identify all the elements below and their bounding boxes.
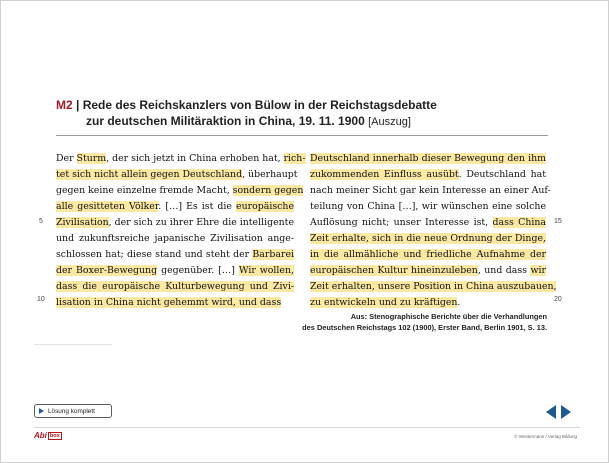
text-line bbox=[310, 279, 557, 295]
text-column-right bbox=[310, 151, 557, 311]
highlighted-text: zukommenden Einfluss ausübt bbox=[310, 169, 459, 180]
text-line bbox=[56, 231, 294, 247]
text-segment: schlossen hat; diese stand und steht der bbox=[56, 249, 253, 260]
text-line bbox=[56, 295, 294, 311]
highlighted-text: tet sich nicht allein gegen Deutschland bbox=[56, 169, 243, 180]
highlighted-text: sondern gegen bbox=[232, 185, 304, 196]
text-line bbox=[56, 215, 294, 231]
copyright-notice: © Westermann / Verlag Bildung bbox=[514, 434, 577, 439]
text-line bbox=[310, 167, 546, 183]
highlighted-text: der Boxer-Bewegung bbox=[56, 265, 158, 276]
line-number-20: 20 bbox=[554, 296, 562, 303]
text-segment: , der sich zu ihrer Ehre die intelligente bbox=[108, 217, 294, 228]
highlighted-text: Sturm bbox=[76, 153, 107, 164]
title-text-1: Rede des Reichskanzlers von Bülow in der Reichstagsdebatte bbox=[82, 98, 437, 112]
text-segment: , der sich jetzt in China erhoben hat, bbox=[106, 153, 284, 164]
text-segment: . […] Es ist die bbox=[158, 201, 237, 212]
highlighted-text: lisation in China nicht gehemmt wird, und dass bbox=[56, 297, 282, 308]
text-line bbox=[56, 167, 298, 183]
highlighted-text: Barbarei bbox=[252, 249, 294, 260]
highlighted-text: zu entwickeln und zu kräftigen bbox=[310, 297, 458, 308]
text-segment: gegenüber. […] bbox=[157, 265, 239, 276]
arrow-left-icon[interactable] bbox=[546, 405, 556, 419]
title-rule bbox=[56, 135, 548, 136]
text-segment: . bbox=[457, 297, 461, 308]
source-line-2: des Deutschen Reichstags 102 (1900), Erster Band, Berlin 1901, S. 13. bbox=[302, 323, 547, 332]
text-line bbox=[56, 151, 306, 167]
title-separator: | bbox=[72, 98, 83, 112]
highlighted-text: dass die europäische Kulturbewegung und Zivi- bbox=[56, 281, 294, 292]
text-segment: , und dass bbox=[477, 265, 531, 276]
solution-button-label: Lösung komplett bbox=[48, 407, 95, 415]
material-number: M2 bbox=[56, 98, 73, 112]
text-segment: nach meiner Sicht gar kein Interesse an einer Auf- bbox=[310, 185, 551, 196]
text-segment: teilung von China […], wir wünschen eine solche bbox=[310, 201, 546, 212]
text-line bbox=[310, 215, 546, 231]
highlighted-text: Zeit erhalten, unsere Position in China auszubauen, bbox=[310, 281, 557, 292]
source-line-1: Aus: Stenographische Berichte über die Verhandlungen bbox=[350, 312, 547, 321]
title-line-1 bbox=[56, 97, 546, 113]
highlighted-text: wir bbox=[530, 265, 546, 276]
logo-text: Abi bbox=[34, 431, 47, 440]
text-segment: , überhaupt bbox=[242, 169, 298, 180]
line-number-5: 5 bbox=[39, 218, 43, 225]
solution-complete-button[interactable] bbox=[34, 404, 112, 418]
title-excerpt-note: [Auszug] bbox=[368, 116, 411, 128]
text-line bbox=[56, 199, 294, 215]
text-segment: Der bbox=[56, 153, 77, 164]
text-line bbox=[310, 199, 546, 215]
text-line bbox=[56, 183, 304, 199]
logo-box: box bbox=[49, 433, 60, 439]
text-line bbox=[310, 247, 546, 263]
text-line bbox=[56, 247, 294, 263]
highlighted-text: Zivilisation bbox=[56, 217, 109, 228]
text-line bbox=[310, 151, 546, 167]
footer-rule bbox=[34, 427, 580, 428]
page-navigation bbox=[546, 405, 571, 419]
abibox-logo bbox=[34, 431, 62, 440]
highlighted-text: dass China bbox=[492, 217, 546, 228]
text-segment: und zukunftsreiche japanische Zivilisation ange- bbox=[56, 233, 294, 244]
highlighted-text: europäischen Kultur hineinzuleben bbox=[310, 265, 478, 276]
divider-short bbox=[34, 344, 112, 345]
title-text-2: zur deutschen Militäraktion in China, 19. 11. 1900 bbox=[86, 114, 365, 128]
text-line bbox=[310, 231, 546, 247]
highlighted-text: rich- bbox=[283, 153, 306, 164]
text-line bbox=[56, 279, 294, 295]
line-number-10: 10 bbox=[37, 296, 45, 303]
text-line bbox=[310, 263, 546, 279]
title-block bbox=[56, 97, 546, 130]
title-line-2 bbox=[56, 113, 546, 130]
text-line bbox=[310, 295, 546, 311]
highlighted-text: in die allmähliche und friedliche Aufnahme der bbox=[310, 249, 546, 260]
highlighted-text: Wir wollen, bbox=[238, 265, 294, 276]
text-line bbox=[310, 183, 551, 199]
highlighted-text: Deutschland innerhalb dieser Bewegung den ihm bbox=[310, 153, 546, 164]
text-segment: . Deutschland hat bbox=[458, 169, 546, 180]
highlighted-text: europäische bbox=[236, 201, 294, 212]
highlighted-text: Zeit erhalte, sich in die neue Ordnung der Dinge, bbox=[310, 233, 546, 244]
highlighted-text: alle gesitteten Völker bbox=[56, 201, 159, 212]
arrow-right-icon[interactable] bbox=[561, 405, 571, 419]
line-number-15: 15 bbox=[554, 218, 562, 225]
source-citation bbox=[301, 311, 547, 333]
play-icon bbox=[39, 408, 44, 414]
text-line bbox=[56, 263, 294, 279]
text-segment: gegen keine einzelne fremde Macht, bbox=[56, 185, 233, 196]
text-segment: Auflösung nicht; unser Interesse ist, bbox=[310, 217, 493, 228]
text-column-left bbox=[56, 151, 306, 311]
